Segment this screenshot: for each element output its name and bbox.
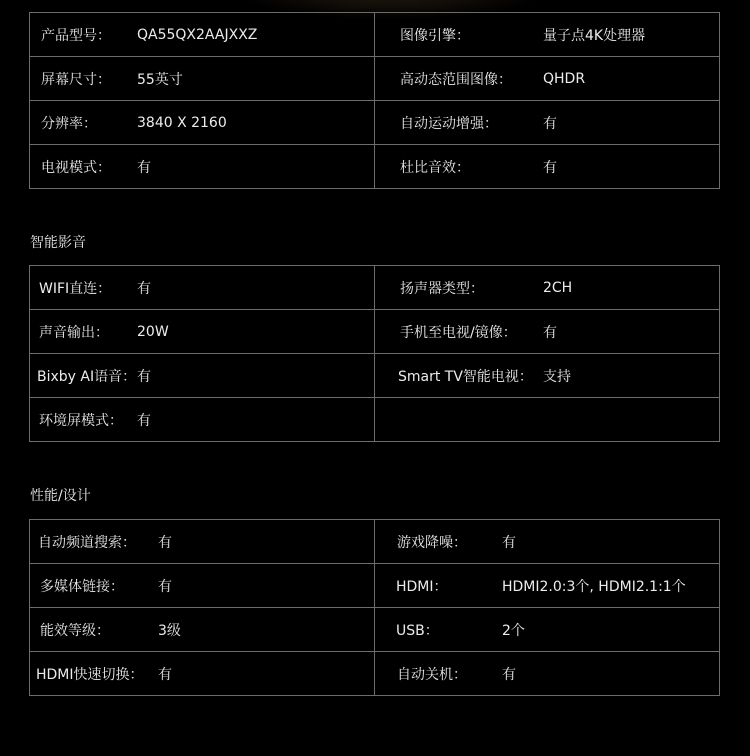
- table-row: [30, 101, 720, 145]
- spec-value: QA55QX2AAJXXZ: [137, 26, 258, 43]
- spec-label: USB：: [396, 622, 439, 639]
- section-title-performance-design: 性能/设计: [30, 488, 91, 504]
- spec-cell: [30, 354, 375, 398]
- spec-value: 有: [158, 578, 172, 595]
- spec-value: 20W: [137, 323, 169, 340]
- spec-value: 有: [543, 324, 557, 341]
- spec-value: 量子点4K处理器: [543, 27, 646, 44]
- spec-cell: [30, 564, 375, 608]
- table-row: [30, 652, 720, 696]
- table-row: [30, 145, 720, 189]
- spec-label: 手机至电视/镜像：: [400, 324, 517, 341]
- table-row: [30, 310, 720, 354]
- spec-value: 有: [502, 666, 516, 683]
- spec-label: 多媒体链接：: [40, 578, 124, 595]
- spec-label: 扬声器类型：: [400, 280, 484, 297]
- spec-label: 自动频道搜索：: [38, 534, 136, 551]
- spec-label: 杜比音效：: [400, 159, 470, 176]
- spec-cell: [30, 266, 375, 310]
- spec-table-performance-design: [29, 519, 720, 696]
- spec-cell-empty: [375, 398, 720, 442]
- spec-value: QHDR: [543, 70, 586, 87]
- spec-label: 游戏降噪：: [397, 534, 467, 551]
- table-row: [30, 520, 720, 564]
- table-row: [30, 608, 720, 652]
- spec-value: 有: [137, 412, 151, 429]
- section-title-smart-av: 智能影音: [30, 235, 86, 251]
- spec-label: WIFI直连：: [39, 280, 112, 297]
- table-row: [30, 564, 720, 608]
- spec-label: 声音输出：: [39, 324, 109, 341]
- spec-label: Smart TV智能电视：: [398, 368, 533, 385]
- spec-label: HDMI：: [396, 578, 448, 595]
- spec-value: 有: [543, 159, 557, 176]
- spec-cell: [375, 101, 720, 145]
- spec-cell: [30, 398, 375, 442]
- spec-label: 屏幕尺寸：: [41, 71, 111, 88]
- spec-cell: [30, 101, 375, 145]
- spec-cell: [30, 310, 375, 354]
- spec-cell: [375, 354, 720, 398]
- spec-cell: [375, 310, 720, 354]
- spec-value: 有: [137, 280, 151, 297]
- spec-value: HDMI2.0:3个, HDMI2.1:1个: [502, 578, 686, 595]
- spec-value: 3840 X 2160: [137, 114, 227, 131]
- spec-cell: [375, 652, 720, 696]
- spec-value: 支持: [543, 368, 571, 385]
- spec-value: 有: [158, 666, 172, 683]
- spec-value: 2个: [502, 622, 525, 639]
- spec-label: 产品型号：: [41, 27, 111, 44]
- spec-value: 有: [158, 534, 172, 551]
- spec-value: 3级: [158, 622, 181, 639]
- spec-cell: [30, 520, 375, 564]
- table-row: [30, 13, 720, 57]
- spec-label: Bixby AI语音：: [37, 368, 137, 385]
- spec-label: 自动运动增强：: [400, 115, 498, 132]
- spec-cell: [30, 13, 375, 57]
- spec-cell: [375, 13, 720, 57]
- spec-label: HDMI快速切换：: [36, 666, 144, 683]
- spec-value: 有: [502, 534, 516, 551]
- spec-cell: [375, 57, 720, 101]
- spec-value: 有: [137, 159, 151, 176]
- spec-value: 2CH: [543, 279, 573, 296]
- spec-value: 55英寸: [137, 71, 183, 88]
- spec-cell: [375, 145, 720, 189]
- table-row: [30, 57, 720, 101]
- spec-label: 分辨率：: [41, 115, 97, 132]
- spec-cell: [375, 608, 720, 652]
- spec-label: 能效等级：: [40, 622, 110, 639]
- table-row: [30, 266, 720, 310]
- spec-cell: [30, 145, 375, 189]
- spec-cell: [375, 266, 720, 310]
- spec-cell: [375, 520, 720, 564]
- spec-label: 环境屏模式：: [39, 412, 123, 429]
- spec-cell: [30, 652, 375, 696]
- spec-label: 电视模式：: [41, 159, 111, 176]
- spec-table-smart-av: [29, 265, 720, 442]
- table-row: [30, 354, 720, 398]
- spec-value: 有: [137, 368, 151, 385]
- spec-cell: [375, 564, 720, 608]
- spec-label: 高动态范围图像：: [400, 71, 512, 88]
- spec-table-basic: [29, 12, 720, 189]
- spec-label: 图像引擎：: [400, 27, 470, 44]
- table-row: [30, 398, 720, 442]
- spec-cell: [30, 608, 375, 652]
- spec-label: 自动关机：: [397, 666, 467, 683]
- spec-value: 有: [543, 115, 557, 132]
- spec-cell: [30, 57, 375, 101]
